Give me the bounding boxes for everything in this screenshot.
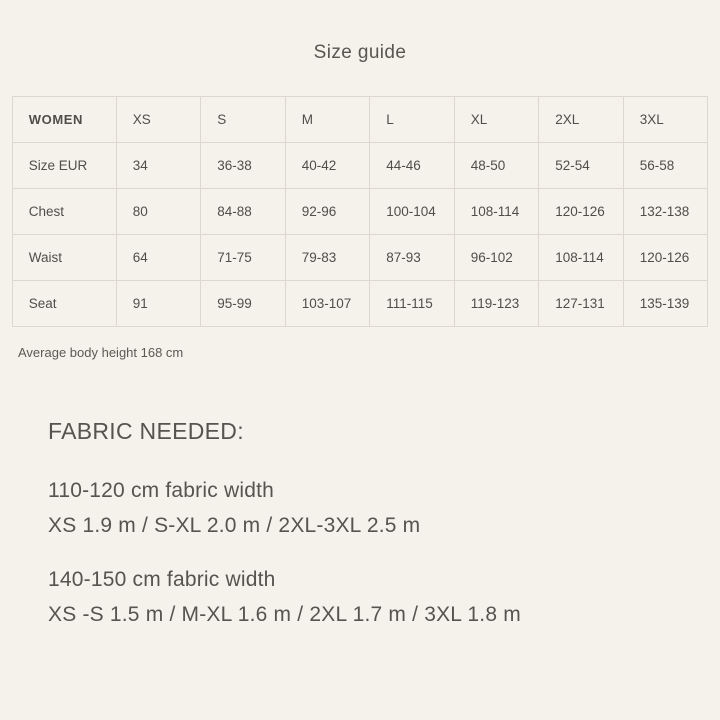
table-cell: 95-99 [201,281,286,327]
table-column-header-s: S [201,97,286,143]
table-column-header-women: WOMEN [12,97,116,143]
table-cell: 36-38 [201,143,286,189]
table-cell: 87-93 [370,235,455,281]
table-cell: 135-139 [623,281,708,327]
table-column-header-3xl: 3XL [623,97,708,143]
table-column-header-m: M [285,97,370,143]
table-cell: 92-96 [285,189,370,235]
fabric-block [48,568,720,627]
table-cell: 84-88 [201,189,286,235]
row-label: Seat [12,281,116,327]
table-header [12,97,708,143]
table-row [12,189,708,235]
table-cell: 80 [116,189,201,235]
fabric-width-label: 140-150 cm fabric width [48,568,276,591]
page-title: Size guide [313,42,407,63]
table-column-header-2xl: 2XL [539,97,624,143]
table-cell: 111-115 [370,281,455,327]
row-label: Chest [12,189,116,235]
table-cell: 56-58 [623,143,708,189]
table-cell: 79-83 [285,235,370,281]
table-cell: 103-107 [285,281,370,327]
fabric-width-label: 110-120 cm fabric width [48,479,274,502]
table-cell: 48-50 [454,143,539,189]
table-header-row [12,97,708,143]
table-cell: 132-138 [623,189,708,235]
table-row [12,235,708,281]
table-cell: 120-126 [623,235,708,281]
table-cell: 100-104 [370,189,455,235]
table-cell: 96-102 [454,235,539,281]
fabric-section [0,418,720,627]
table-row [12,143,708,189]
table-cell: 108-114 [539,235,624,281]
table-row [12,281,708,327]
table-cell: 127-131 [539,281,624,327]
table-column-header-l: L [370,97,455,143]
table-cell: 71-75 [201,235,286,281]
fabric-heading: FABRIC NEEDED: [48,418,244,444]
table-column-header-xl: XL [454,97,539,143]
table-cell: 120-126 [539,189,624,235]
table-cell: 91 [116,281,201,327]
table-column-header-xs: XS [116,97,201,143]
fabric-amounts-label: XS -S 1.5 m / M-XL 1.6 m / 2XL 1.7 m / 3XL 1.8 m [48,603,521,626]
table-cell: 44-46 [370,143,455,189]
row-label: Waist [12,235,116,281]
row-label: Size EUR [12,143,116,189]
table-cell: 119-123 [454,281,539,327]
table-cell: 40-42 [285,143,370,189]
fabric-amounts-label: XS 1.9 m / S-XL 2.0 m / 2XL-3XL 2.5 m [48,514,421,537]
table-cell: 34 [116,143,201,189]
size-guide-table [12,96,709,327]
fabric-block [48,479,720,538]
table-cell: 52-54 [539,143,624,189]
table-cell: 108-114 [454,189,539,235]
table-cell: 64 [116,235,201,281]
average-height-note: Average body height 168 cm [18,345,184,360]
table-body [12,143,708,327]
